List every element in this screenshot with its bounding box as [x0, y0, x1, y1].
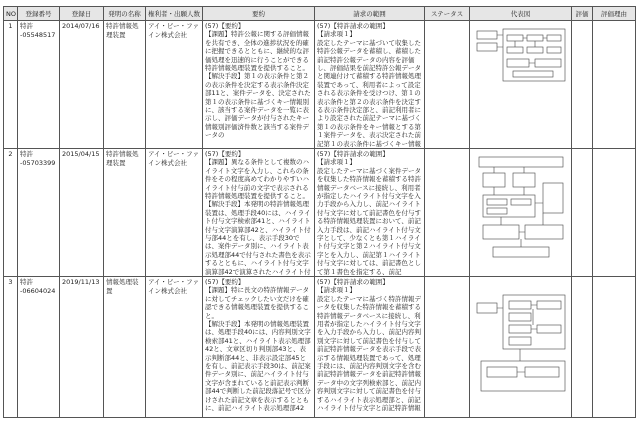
header-date: 登録日 [60, 7, 104, 21]
representative-figure-3 [473, 281, 569, 401]
representative-figure-1 [473, 25, 569, 95]
cell-title: 特許情報処理装置 [104, 21, 146, 149]
cell-status [425, 277, 470, 418]
cell-reg-no[interactable]: 特許 -05703399 [18, 149, 60, 277]
cell-no: 1 [4, 21, 18, 149]
header-figure: 代表図 [470, 7, 572, 21]
table-row [4, 21, 636, 149]
cell-eval-reason[interactable] [593, 277, 636, 418]
cell-figure [470, 277, 572, 418]
header-reg-no: 登録番号 [18, 7, 60, 21]
cell-status [425, 149, 470, 277]
cell-status [425, 21, 470, 149]
representative-figure-2 [473, 153, 569, 265]
cell-holder: アイ・ピー・ファイン株式会社 [146, 277, 203, 418]
cell-eval[interactable] [572, 149, 593, 277]
header-status: ステータス [425, 7, 470, 21]
abstract-text: (57)【要約】 【課題】特許公報に関する評価情報を共有でき、全体の進捗状況を的確に把握できるとともに、継続的な評価処理を迅速的に行うことができる特許情報処理装置を提供すること。 【解決手段】第１の表示条件と第２の表示条件を決定する表示条件決定部11と、案件データを、決定された第１の表示条件に基づくキー情報別に、該当する案件データを一覧に表示し、評価データが付与されたキー情報別評価済件数と該当する案件データの [205, 22, 311, 140]
cell-title: 特許情報処理装置 [104, 149, 146, 277]
cell-no: 3 [4, 277, 18, 418]
cell-eval-reason[interactable] [593, 21, 636, 149]
cell-date: 2015/04/15 [60, 149, 104, 277]
cell-eval-reason[interactable] [593, 149, 636, 277]
header-eval: 評価 [572, 7, 593, 21]
header-title: 発明の名称 [104, 7, 146, 21]
cell-eval[interactable] [572, 277, 593, 418]
cell-figure [470, 21, 572, 149]
table-row [4, 149, 636, 277]
cell-no: 2 [4, 149, 18, 277]
cell-reg-no[interactable]: 特許 -06604024 [18, 277, 60, 418]
cell-date: 2014/07/16 [60, 21, 104, 149]
cell-claims [315, 277, 425, 418]
header-abstract: 要約 [203, 7, 315, 21]
cell-abstract [203, 149, 315, 277]
cell-eval[interactable] [572, 21, 593, 149]
patent-table [3, 6, 636, 418]
cell-figure [470, 149, 572, 277]
header-no: NO [4, 7, 18, 21]
header-claims: 請求の範囲 [315, 7, 425, 21]
cell-claims [315, 21, 425, 149]
cell-abstract [203, 21, 315, 149]
cell-claims [315, 149, 425, 277]
cell-holder: アイ・ピー・ファイン株式会社 [146, 21, 203, 149]
cell-title: 情報処理装置 [104, 277, 146, 418]
claims-text: (57)【特許請求の範囲】 【請求項１】 設定したテーマに基づく案件データを収集した特許情報を蓄積する特許情報データベースに接続し、利用者が指定したハイライト付与文字を入力手段から入力し、前記ハイライト付与文字に対して前記書色を付与する特許情報処理装置において、前記入力手段は、前記ハイライト付与文字として、少なくとも第１ハイライト付与文字と第２ハイライト付与文字とを入力し、前記第１ハイライト付与文字に対しては、前記書色として第１書色を指定する、前記 [317, 150, 421, 275]
abstract-text: (57)【要約】 【課題】特に長文の特許情報データに対してチェックしたい文だけを確認できる情報処理装置を提供すること。 【解決手段】本発明の情報処理装置は、処理手段40には、内容判別文字検索部41と、ハイライト表示処理部42と、文章区切り判別部43と、表示判断部44と、非表示設定部45とを有し、前記表示手段30は、前記案件データ別に、前記ハイライト付与文字が含まれていると前記表示判断部44で判断した前記段落記号で区分けされた前記文章を表示するとともに、前記ハイライト表示処理部42 [205, 278, 311, 413]
claims-text: (57)【特許請求の範囲】 【請求項１】 設定したテーマに基づいて収集した特許公報データを蓄積し、蓄積した前記特許公報データの内容を評価し、評価結果を前記特許公報データと関連付けて蓄積する特許情報処理装置であって、利用者によって設定される表示条件を受けつけ、第１の表示条件と第２の表示条件を決定する表示条件決定部と、前記利用者により設定された前記テーマに基づく第１の表示条件をキー情報とする第１案件データを、表示決定された前記第１の表示条件に基づくキー情報 [317, 22, 421, 147]
cell-date: 2019/11/13 [60, 277, 104, 418]
header-eval-reason: 評価理由 [593, 7, 636, 21]
header-row [4, 7, 636, 21]
abstract-text: (57)【要約】 【課題】異なる条件として複数のハイライト文字を入力し、これらの条件をその程度高めてわかりやすいハイライト付与前の文字で表示される特許情報処理装置を提供すること。 【解決手段】本発明の特許情報処理装置は、処理手段40には、ハイライト付与文字検索部41と、ハイライト付与文字演算部42と、ハイライト付与部44とを有し、表示手段30では、案件データ別に、ハイライト表示処理部44で付与された書色を表示するとともに、ハイライト付与文字演算部42で演算されたハイライト付 [205, 150, 311, 275]
table-row [4, 277, 636, 418]
claims-text: (57)【特許請求の範囲】 【請求項１】 設定したテーマに基づく特許情報データを収集した特許情報を蓄積する特許情報データベースに接続し、利用者が指定したハイライト付与文字を入力手段から入力し、前記内容判別文字に対して前記書色を付与して前記特許情報データを表示手段で表示する情報処理装置であって、処理手段には、前記内容判別文字を含む前記特許情報データを前記特許情報データ中の文字列検索部と、前記内容判別文字に対して前記書色を付与するハイライト表示処理部と、前記ハイライト付与文字と前記特許情報 [317, 278, 421, 413]
cell-reg-no[interactable]: 特許 -05548517 [18, 21, 60, 149]
cell-holder: アイ・ピー・ファイン株式会社 [146, 149, 203, 277]
header-holder: 権利者・出願人数 [146, 7, 203, 21]
cell-abstract [203, 277, 315, 418]
